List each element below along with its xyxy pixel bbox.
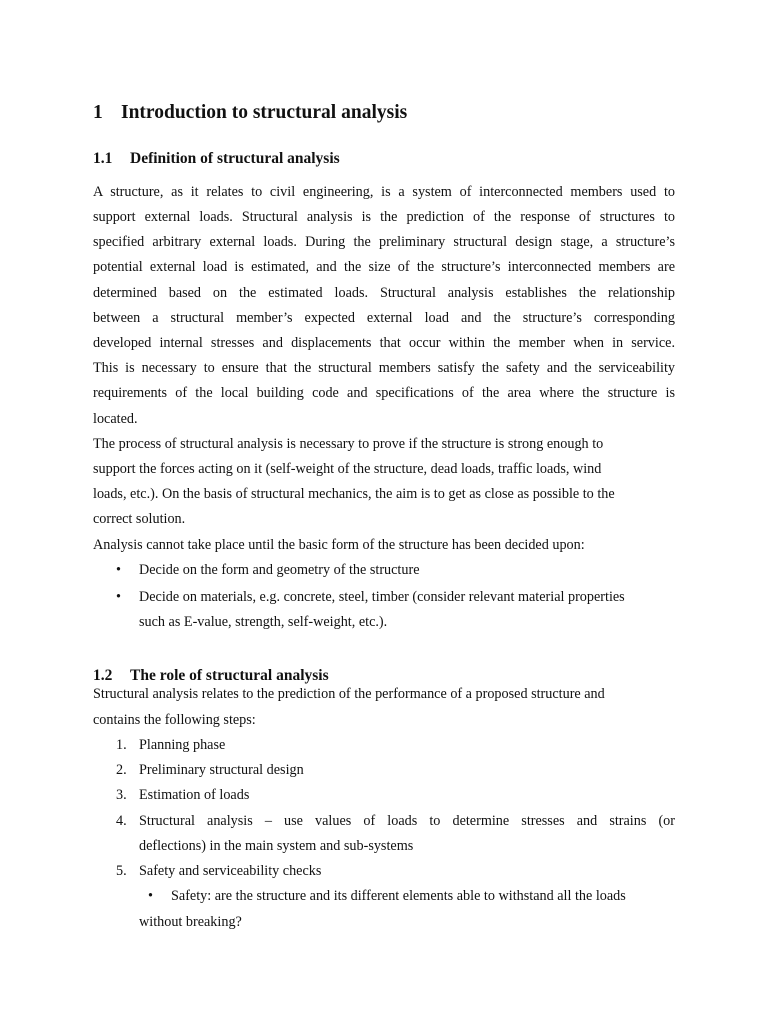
- paragraph-line: determined based on the estimated loads. Structural analysis establishes the relationship: [93, 285, 675, 301]
- bullet-icon: •: [116, 589, 121, 605]
- paragraph-line: located.: [93, 411, 138, 427]
- section-title: The role of structural analysis: [130, 667, 329, 684]
- list-item: Preliminary structural design: [139, 762, 304, 778]
- paragraph-line: contains the following steps:: [93, 712, 256, 728]
- bullet-icon: •: [148, 888, 153, 904]
- list-item: Decide on the form and geometry of the structure: [139, 562, 420, 578]
- chapter-title: Introduction to structural analysis: [121, 102, 408, 123]
- section-number: 1.1: [93, 150, 113, 167]
- list-item: Planning phase: [139, 737, 226, 753]
- list-item: Estimation of loads: [139, 787, 250, 803]
- section-title: Definition of structural analysis: [130, 150, 340, 167]
- step-marker: 1.: [116, 737, 127, 753]
- chapter-heading: [93, 102, 407, 124]
- list-item: Safety and serviceability checks: [139, 863, 322, 879]
- paragraph-line: specified arbitrary external loads. During the preliminary structural design stage, a structure’s: [93, 234, 675, 250]
- paragraph-line: requirements of the local building code and specifications of the area where the structure is: [93, 385, 675, 401]
- paragraph-line: correct solution.: [93, 511, 186, 527]
- list-item: Safety: are the structure and its different elements able to withstand all the loads: [171, 888, 626, 904]
- step-marker: 4.: [116, 813, 127, 829]
- section-heading-1-2: [93, 667, 329, 685]
- paragraph-line: Structural analysis relates to the prediction of the performance of a proposed structure and: [93, 686, 605, 702]
- paragraph-line: between a structural member’s expected external load and the structure’s corresponding: [93, 310, 675, 326]
- section-number: 1.2: [93, 667, 113, 684]
- paragraph-line: developed internal stresses and displacements that occur within the member when in service.: [93, 335, 675, 351]
- paragraph-line: support the forces acting on it (self-weight of the structure, dead loads, traffic loads, wind: [93, 461, 602, 477]
- list-item-continuation: without breaking?: [139, 914, 242, 930]
- paragraph-line: The process of structural analysis is necessary to prove if the structure is strong enough to: [93, 436, 604, 452]
- paragraph-line: loads, etc.). On the basis of structural mechanics, the aim is to get as close as possible to the: [93, 486, 615, 502]
- paragraph-line: A structure, as it relates to civil engineering, is a system of interconnected members used to: [93, 184, 675, 200]
- list-item-continuation: such as E-value, strength, self-weight, etc.).: [139, 614, 388, 630]
- step-marker: 2.: [116, 762, 127, 778]
- paragraph-line: This is necessary to ensure that the structural members satisfy the safety and the serviceability: [93, 360, 675, 376]
- step-marker: 3.: [116, 787, 127, 803]
- chapter-number: 1: [93, 102, 103, 123]
- paragraph-line: support external loads. Structural analysis is the prediction of the response of structures to: [93, 209, 675, 225]
- paragraph-line: potential external load is estimated, and the size of the structure’s interconnected members are: [93, 259, 675, 275]
- list-item: Structural analysis – use values of loads to determine stresses and strains (or: [139, 813, 675, 829]
- bullet-icon: •: [116, 562, 121, 578]
- list-item: Decide on materials, e.g. concrete, steel, timber (consider relevant material properties: [139, 589, 625, 605]
- section-heading-1-1: [93, 150, 340, 168]
- analysis-paragraph: Analysis cannot take place until the basic form of the structure has been decided upon:: [93, 537, 585, 553]
- list-item-continuation: deflections) in the main system and sub-systems: [139, 838, 414, 854]
- step-marker: 5.: [116, 863, 127, 879]
